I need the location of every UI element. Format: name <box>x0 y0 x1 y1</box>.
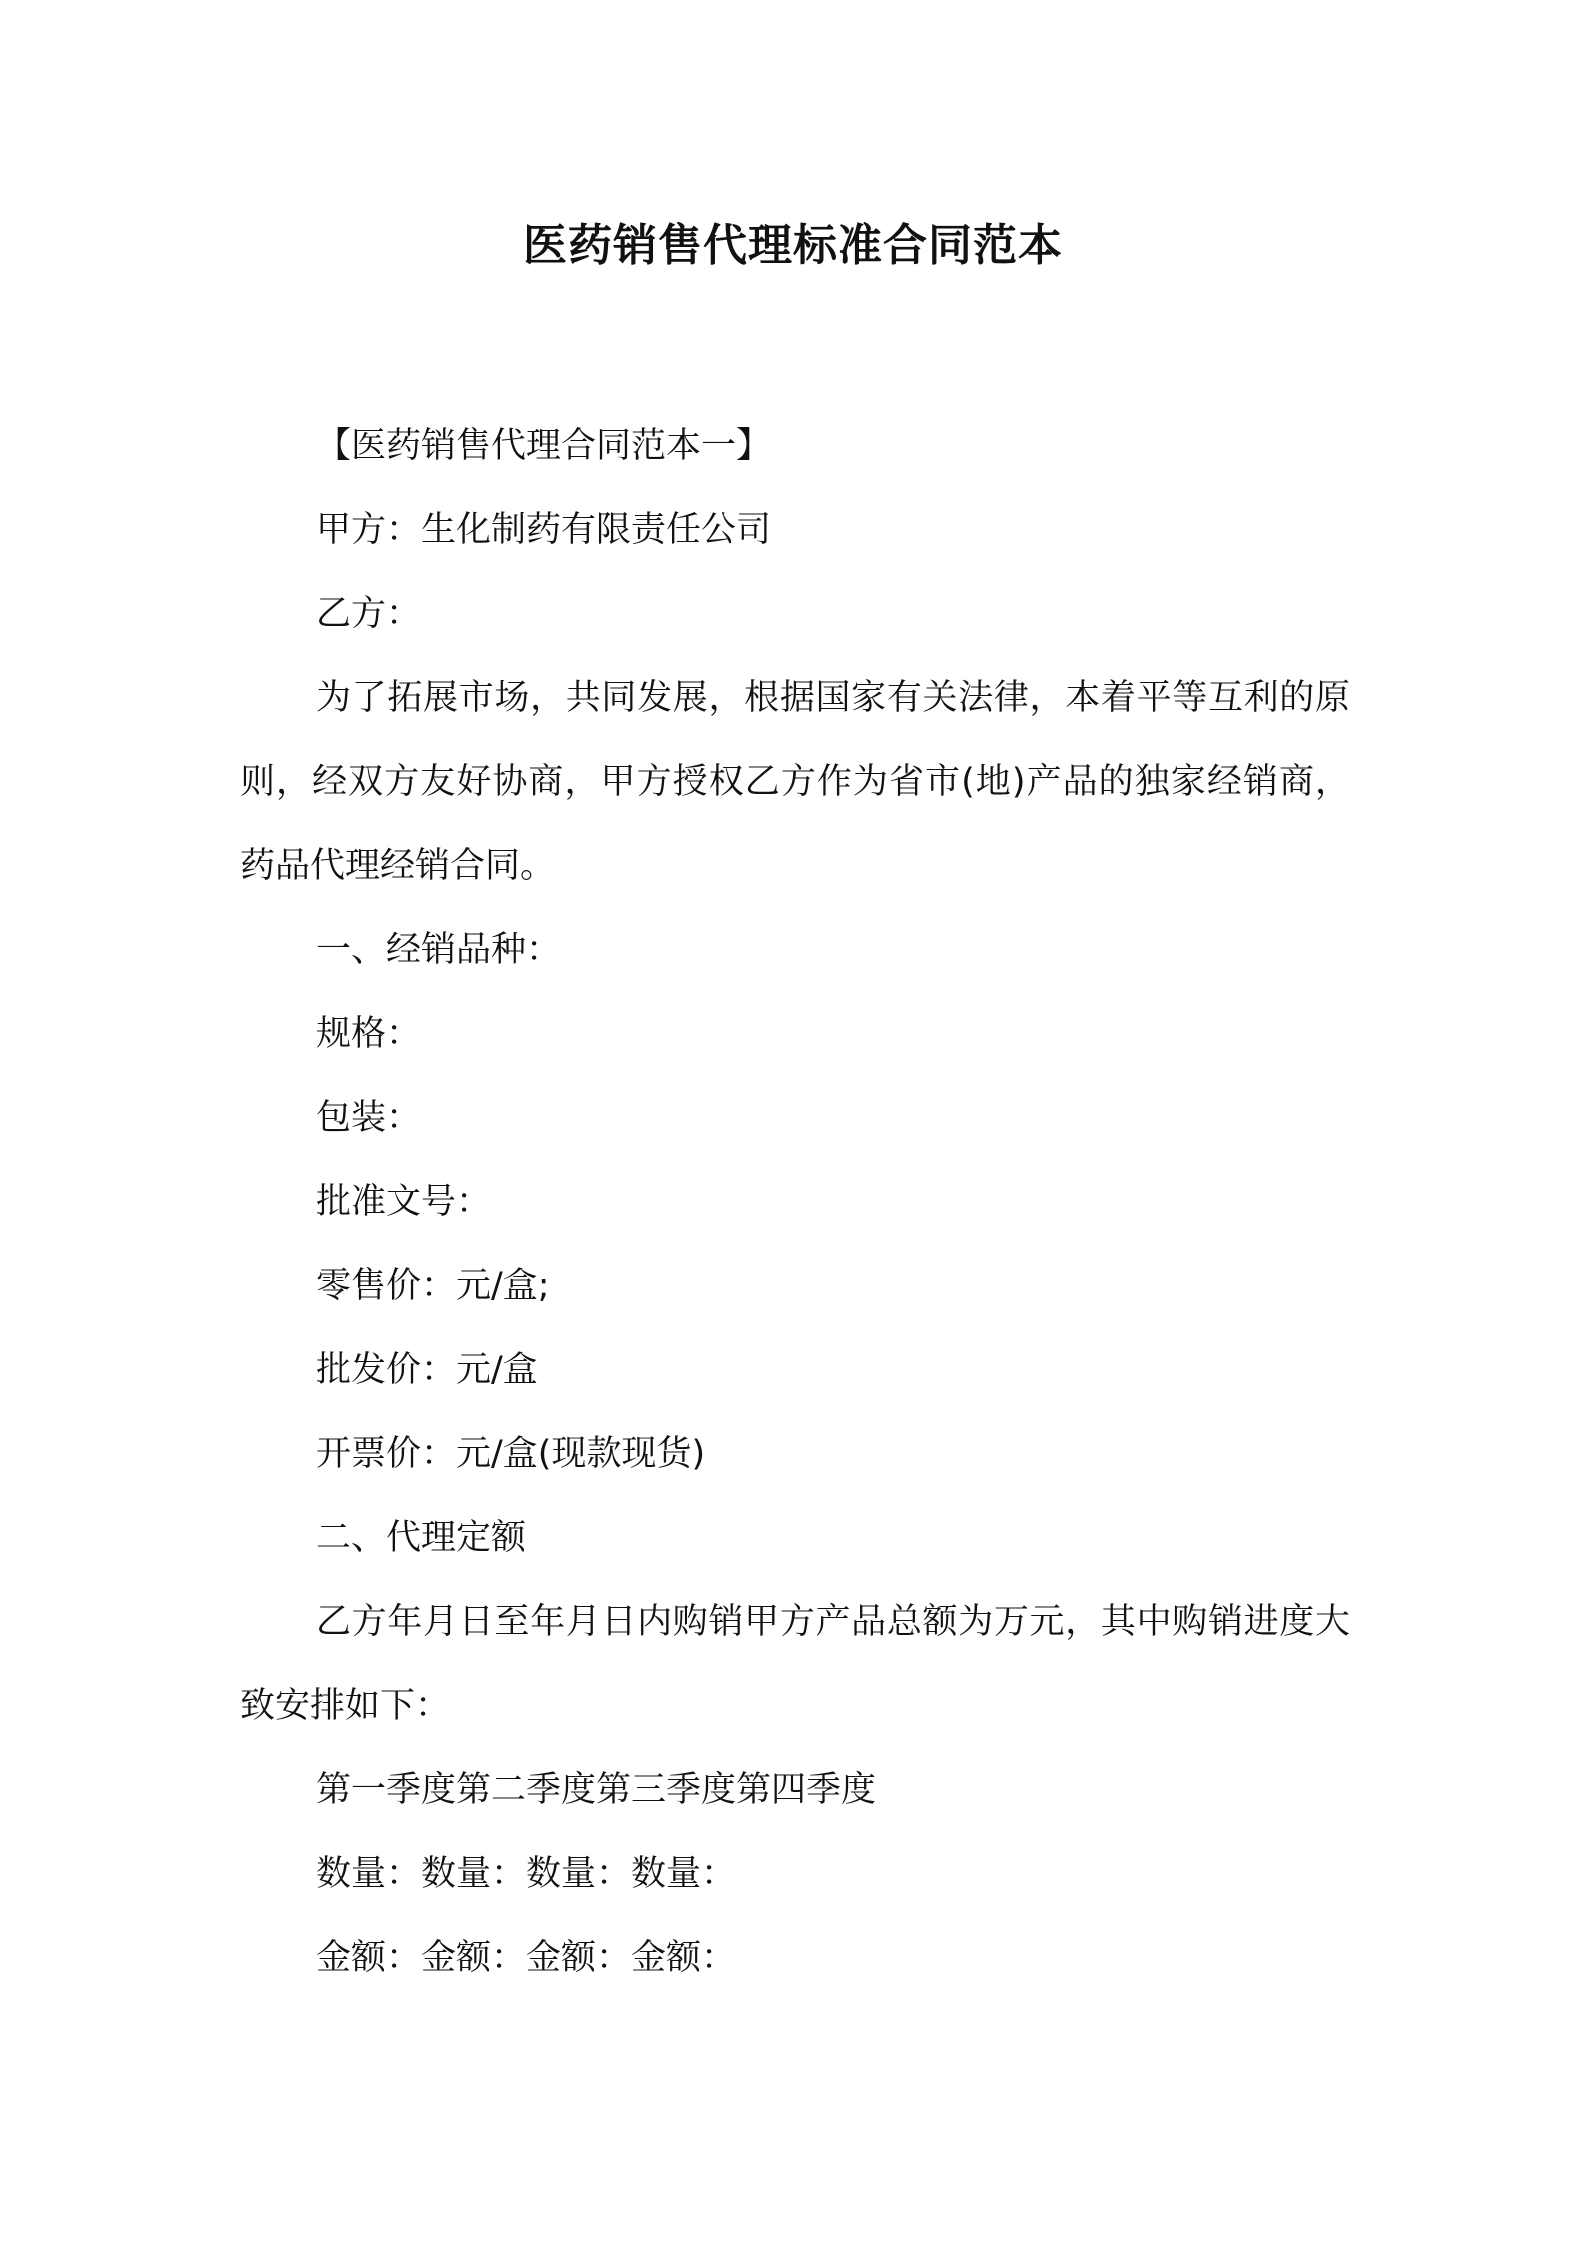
party-b-line: 乙方： <box>316 594 422 634</box>
spec-line: 规格： <box>316 1014 422 1054</box>
party-a-line: 甲方：生化制药有限责任公司 <box>316 510 772 550</box>
wholesale-price-line: 批发价：元/盒 <box>316 1350 538 1390</box>
amounts-line: 金额：金额：金额：金额： <box>316 1938 737 1978</box>
package-line: 包装： <box>316 1098 422 1138</box>
section-heading: 【医药销售代理合同范本一】 <box>316 426 772 466</box>
quantities-line: 数量：数量：数量：数量： <box>316 1854 737 1894</box>
quota-paragraph: 乙方年月日至年月日内购销甲方产品总额为万元，其中购销进度大致安排如下： <box>240 1602 1350 1726</box>
clause-1-heading: 一、经销品种： <box>316 930 562 970</box>
document-title: 医药销售代理标准合同范本 <box>523 220 1063 271</box>
retail-price-line: 零售价：元/盒; <box>316 1266 550 1306</box>
approval-number-line: 批准文号： <box>316 1182 492 1222</box>
quarters-line: 第一季度第二季度第三季度第四季度 <box>316 1770 877 1810</box>
clause-2-heading: 二、代理定额 <box>316 1518 527 1558</box>
intro-paragraph: 为了拓展市场，共同发展，根据国家有关法律，本着平等互利的原则，经双方友好协商，甲方授权乙方作为省市(地)产品的独家经销商，药品代理经销合同。 <box>240 678 1350 886</box>
document-body <box>240 404 1350 2000</box>
invoice-price-line: 开票价：元/盒(现款现货) <box>316 1434 706 1474</box>
